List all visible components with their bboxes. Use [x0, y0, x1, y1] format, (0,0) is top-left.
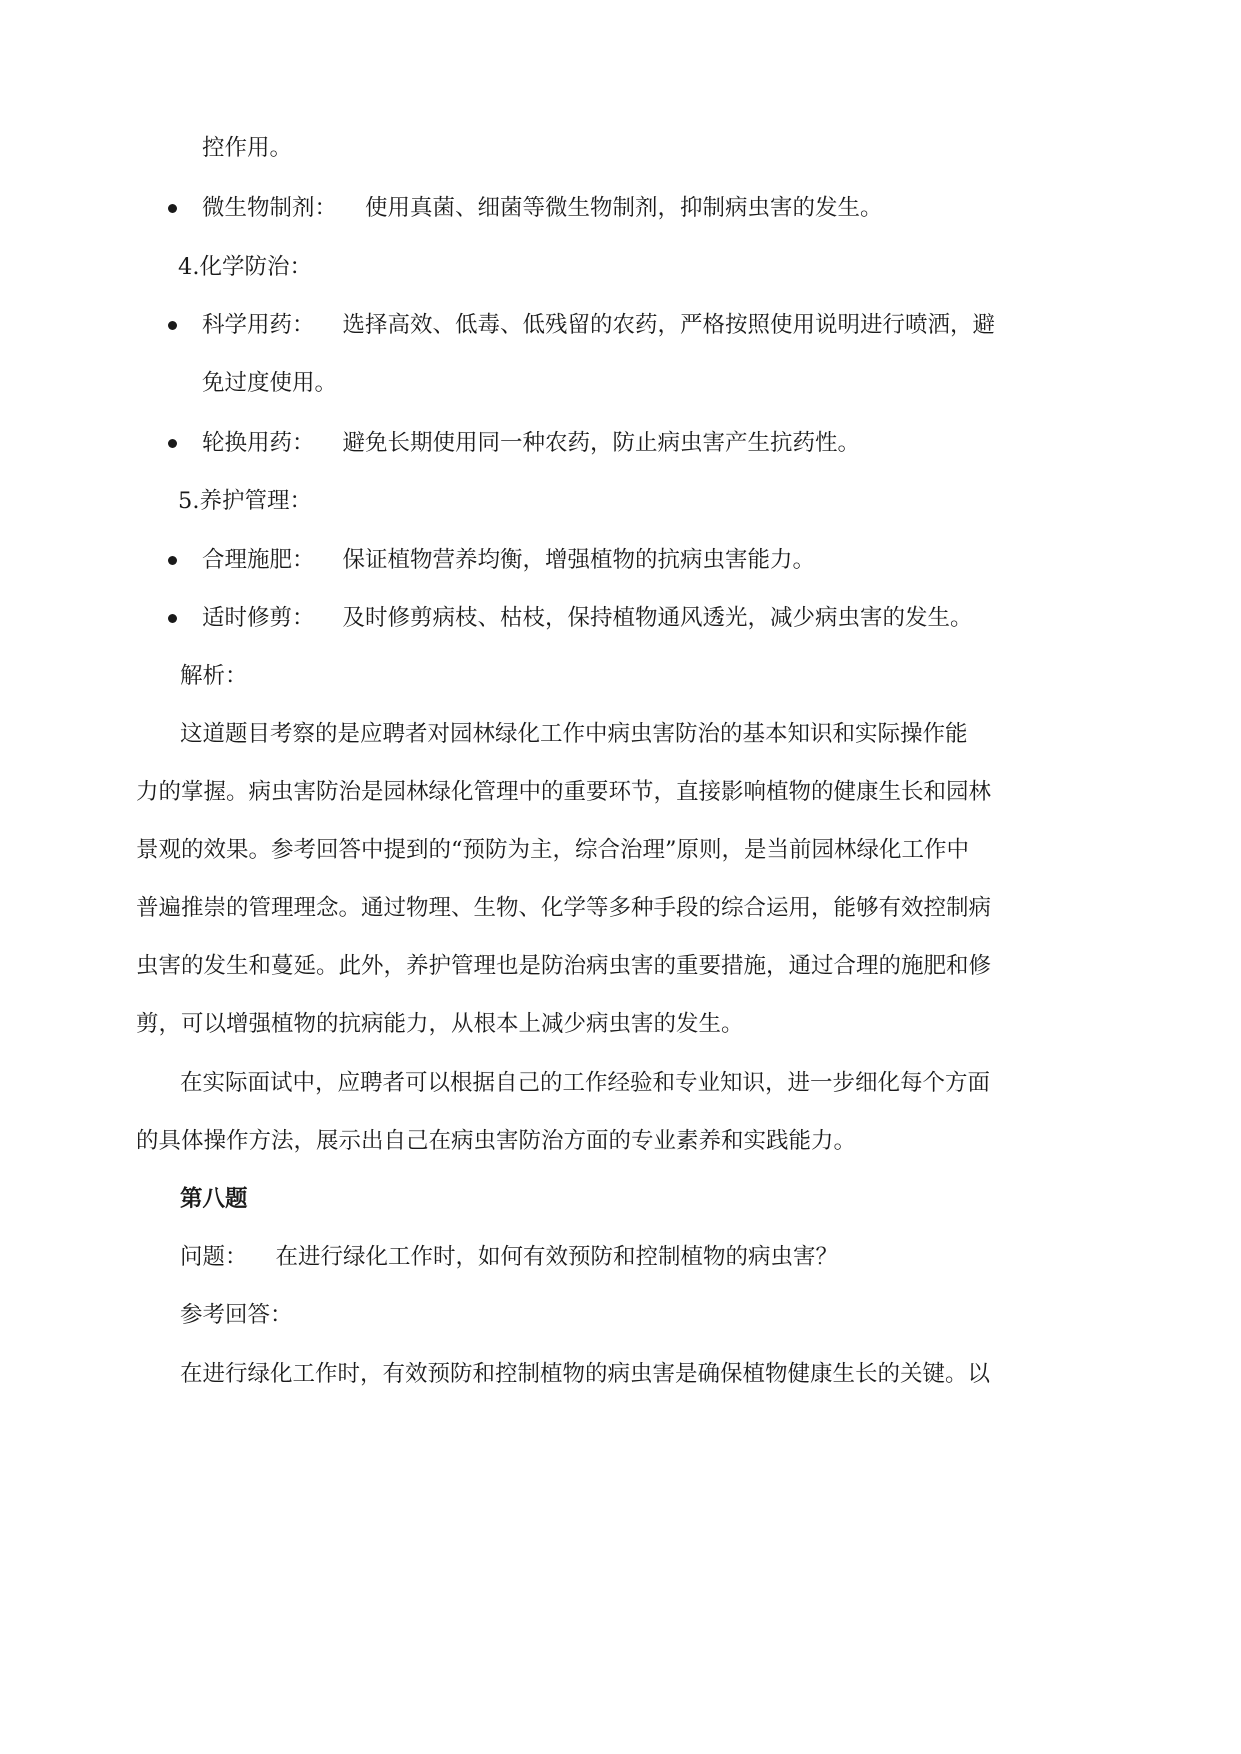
bullet-icon — [168, 439, 177, 448]
paragraph-line: 的具体操作方法，展示出自己在病虫害防治方面的专业素养和实践能力。 — [136, 1128, 857, 1154]
question-line — [180, 1241, 838, 1273]
question-title: 第八题 — [180, 1186, 248, 1212]
item-label: 适时修剪： — [202, 605, 315, 631]
item-text-continued: 免过度使用。 — [202, 370, 338, 396]
section-heading: 5.养护管理： — [178, 488, 312, 514]
list-item — [202, 602, 973, 634]
paragraph-line: 在实际面试中，应聘者可以根据自己的工作经验和专业知识，进一步细化每个方面 — [180, 1070, 991, 1096]
item-label: 科学用药： — [202, 312, 315, 338]
item-label: 合理施肥： — [202, 547, 315, 573]
list-item — [202, 544, 815, 576]
item-text: 及时修剪病枝、枯枝，保持植物通风透光，减少病虫害的发生。 — [342, 605, 973, 631]
paragraph-line: 这道题目考察的是应聘者对园林绿化工作中病虫害防治的基本知识和实际操作能 — [180, 721, 968, 747]
bullet-icon — [168, 556, 177, 565]
bullet-icon — [168, 321, 177, 330]
answer-label: 参考回答： — [180, 1302, 293, 1328]
list-item — [202, 192, 883, 224]
item-text: 使用真菌、细菌等微生物制剂，抑制病虫害的发生。 — [365, 195, 883, 221]
paragraph-line: 普遍推崇的管理理念。通过物理、生物、化学等多种手段的综合运用，能够有效控制病 — [136, 895, 992, 921]
analysis-heading: 解析： — [180, 663, 248, 689]
section-heading: 4.化学防治： — [178, 254, 312, 280]
item-text: 避免长期使用同一种农药，防止病虫害产生抗药性。 — [342, 430, 861, 456]
question-text: 在进行绿化工作时，如何有效预防和控制植物的病虫害？ — [275, 1244, 839, 1270]
item-text: 选择高效、低毒、低残留的农药，严格按照使用说明进行喷洒，避 — [342, 312, 996, 338]
paragraph-line: 景观的效果。参考回答中提到的“预防为主，综合治理”原则，是当前园林绿化工作中 — [136, 837, 970, 863]
paragraph-line: 剪，可以增强植物的抗病能力，从根本上减少病虫害的发生。 — [136, 1011, 744, 1037]
question-label: 问题： — [180, 1244, 248, 1270]
paragraph-line: 在进行绿化工作时，有效预防和控制植物的病虫害是确保植物健康生长的关键。以 — [180, 1361, 991, 1387]
item-label: 微生物制剂： — [202, 195, 338, 221]
paragraph-line: 虫害的发生和蔓延。此外，养护管理也是防治病虫害的重要措施，通过合理的施肥和修 — [136, 953, 992, 979]
bullet-icon — [168, 204, 177, 213]
list-item — [202, 427, 860, 459]
item-text: 保证植物营养均衡，增强植物的抗病虫害能力。 — [342, 547, 816, 573]
paragraph-line: 力的掌握。病虫害防治是园林绿化管理中的重要环节，直接影响植物的健康生长和园林 — [136, 779, 992, 805]
continued-text: 控作用。 — [202, 135, 293, 161]
bullet-icon — [168, 614, 177, 623]
list-item — [202, 309, 995, 341]
item-label: 轮换用药： — [202, 430, 315, 456]
